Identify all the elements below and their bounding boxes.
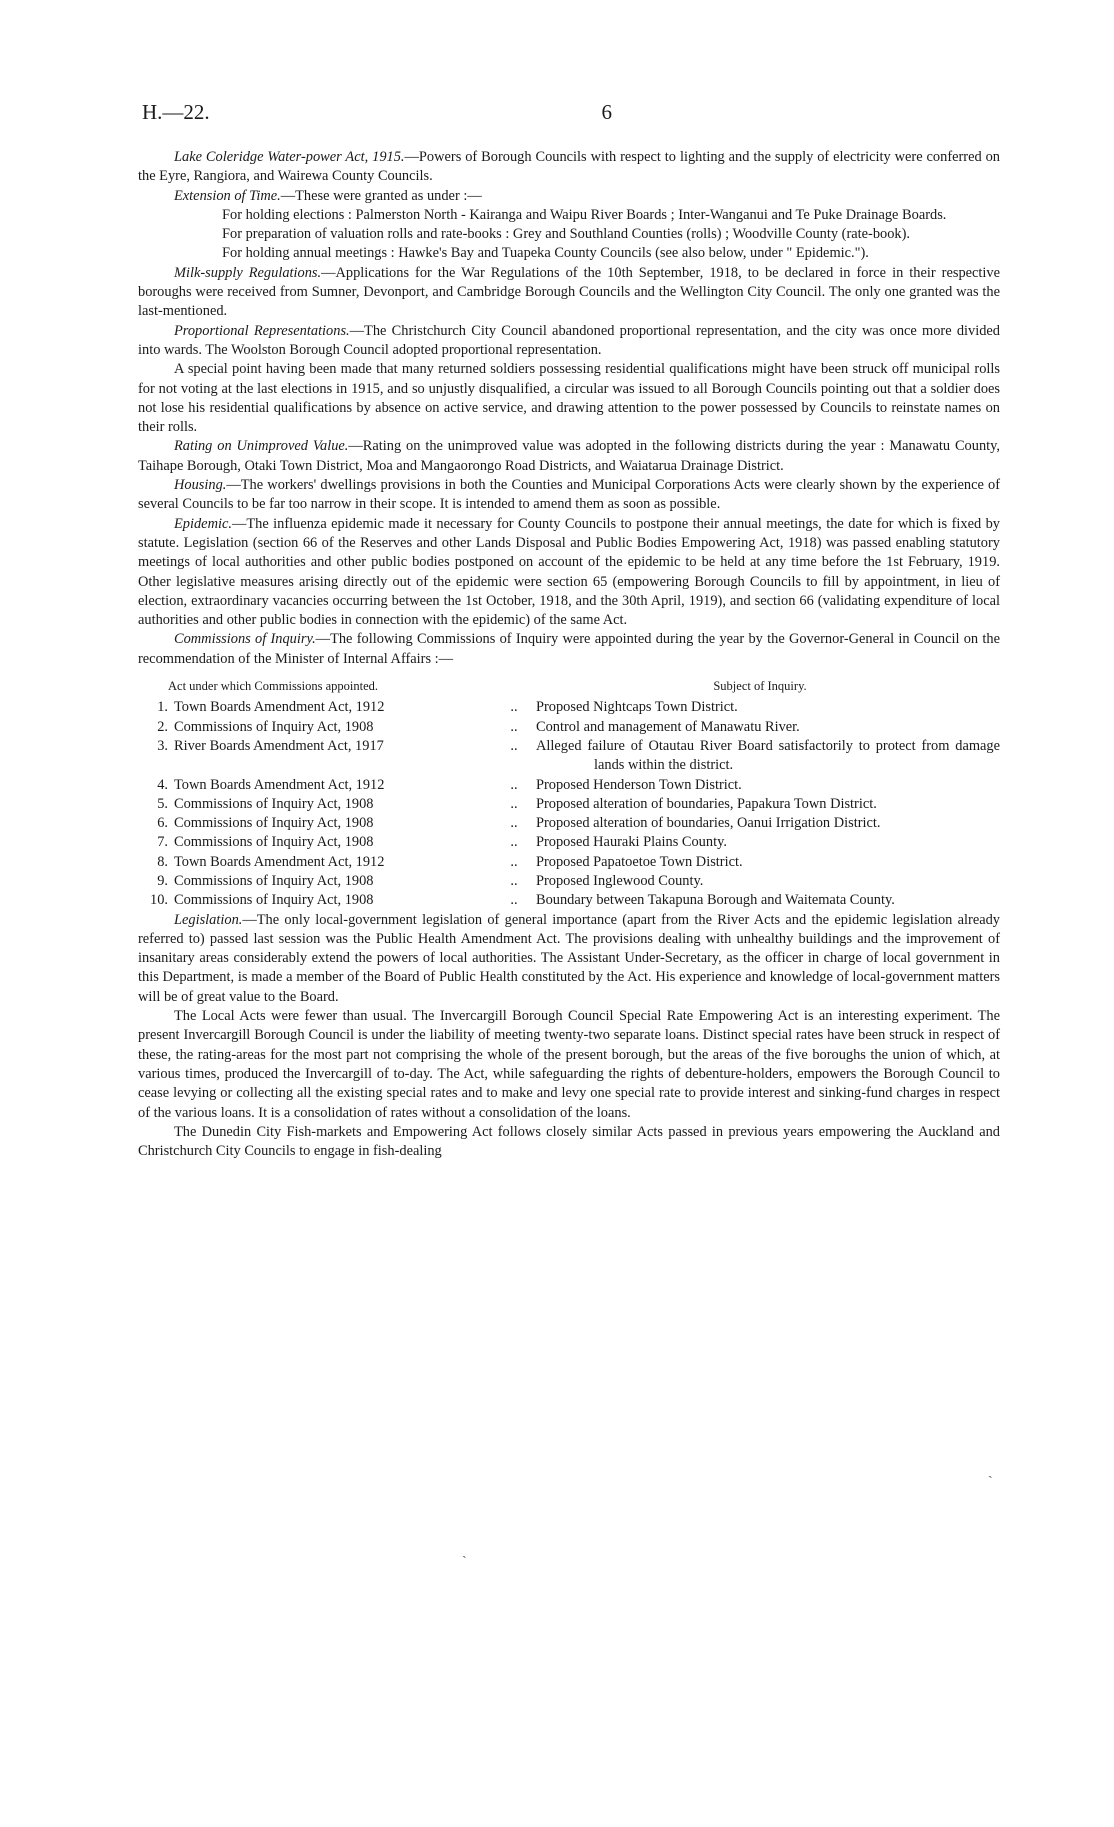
extension-item: For holding annual meetings : Hawke's Bay and Tuapeka County Councils (see also below, under " Epidemic.").: [222, 245, 869, 262]
leader-dots: ..: [510, 815, 518, 832]
document-reference: H.—22.: [142, 100, 210, 124]
leader-dots: ..: [510, 892, 518, 909]
paragraph-legislation: [138, 911, 1000, 1007]
leader-dots: ..: [510, 718, 518, 735]
inquiry-subject: Proposed Nightcaps Town District.: [536, 699, 738, 716]
paragraph-milk-supply: [138, 264, 1000, 322]
section-title: Housing.: [174, 477, 227, 494]
act-name: River Boards Amendment Act, 1917: [174, 737, 384, 754]
row-number: 10.: [150, 892, 168, 909]
table-body: [138, 698, 1000, 910]
act-name: Town Boards Amendment Act, 1912: [174, 699, 385, 716]
paragraph-dunedin: The Dunedin City Fish-markets and Empowering Act follows closely similar Acts passed in previous years empowering the Auckland and Christchurch City Councils to engage in fish-dealing: [138, 1123, 1000, 1160]
paragraph-rating: [138, 437, 1000, 476]
commissions-table: [138, 677, 1000, 911]
page-header: [142, 100, 612, 125]
table-row: [138, 718, 1000, 737]
inquiry-subject: Proposed alteration of boundaries, Papakura Town District.: [536, 795, 877, 812]
leader-dots: ..: [510, 776, 518, 793]
row-number: 1.: [157, 699, 168, 716]
leader-dots: ..: [510, 872, 518, 889]
row-number: 3.: [157, 737, 168, 754]
leader-dots: ..: [510, 699, 518, 716]
row-number: 2.: [157, 718, 168, 735]
inquiry-subject: Proposed alteration of boundaries, Oanui Irrigation District.: [536, 815, 881, 832]
section-title: Lake Coleridge Water-power Act, 1915.: [174, 149, 405, 165]
extension-item: For preparation of valuation rolls and rate-books : Grey and Southland Counties (rolls) ; Woodville County (rate-book).: [222, 226, 910, 243]
table-row: [138, 891, 1000, 910]
row-number: 6.: [157, 815, 168, 832]
paragraph-text: —Applications for the War Regulations of the 10th September, 1918, to be declared in force in their respective boroughs were received from Sumner, Devonport, and Cambridge Borough Councils and the Wellington City Council. The only one granted was the last-mentioned.: [138, 264, 1000, 320]
inquiry-subject: Alleged failure of Otautau River Board satisfactorily to protect from damage lands within the district.: [536, 737, 1000, 774]
paragraph-local-acts: The Local Acts were fewer than usual. The Invercargill Borough Council Special Rate Empowering Act is an interesting experiment. The present Invercargill Borough Council is under the liability of meeting twenty-two separate loans. Distinct special rates have been struck in respect of these, the rating-areas for the most part not comprising the whole of the present borough, but the areas of the five boroughs the union of which, at various times, produced the Invercargill of to-day. The Act, while safeguarding the rights of debenture-holders, empowers the Borough Council to cease levying or collecting all the existing special rates and to make and levy one special rate to provide interest and sinking-fund charges in respect of the various loans. It is a consolidation of rates without a consolidation of the loans.: [138, 1008, 1000, 1121]
extension-item: For holding elections : Palmerston North - Kairanga and Waipu River Boards ; Inter-Wanganui and Te Puke Drainage Boards.: [222, 206, 947, 223]
leader-dots: ..: [510, 737, 518, 754]
stray-mark: ˏ: [462, 1544, 467, 1559]
column-header-subject: Subject of Inquiry.: [713, 679, 807, 694]
inquiry-subject: Proposed Henderson Town District.: [536, 776, 742, 793]
section-title: Rating on Unimproved Value.: [174, 438, 349, 455]
body-text: [138, 148, 1000, 1161]
section-title: Commissions of Inquiry.: [174, 631, 316, 648]
paragraph-text: —The Christchurch City Council abandoned proportional representation, and the city was once more divided into wards. The Woolston Borough Council adopted proportional representation.: [138, 322, 1000, 358]
section-title: Proportional Representations.: [174, 322, 350, 339]
stray-mark: ˏ: [988, 1464, 993, 1479]
paragraph-extension-of-time: [138, 187, 1000, 206]
row-number: 9.: [157, 872, 168, 889]
paragraph-proportional-representations: [138, 322, 1000, 361]
paragraph-text: —The only local-government legislation of general importance (apart from the River Acts and the epidemic legislation already referred to) passed last session was the Public Health Amendment Act. The provisions dealing with unhealthy buildings and the improvement of insanitary areas considerably extend the powers of local authorities. The Assistant Under-Secretary, as the officer in charge of local government in this Department, is made a member of the Board of Public Health constituted by the Act. His experience and knowledge of local-government matters will be of great value to the Board.: [138, 911, 1000, 1005]
table-row: [138, 833, 1000, 852]
paragraph-commissions: [138, 630, 1000, 669]
table-row: [138, 872, 1000, 891]
paragraph-epidemic: [138, 515, 1000, 631]
paragraph-text: —The influenza epidemic made it necessary for County Councils to postpone their annual meetings, the date for which is fixed by statute. Legislation (section 66 of the Reserves and other Lands Disposal and Public Bodies Empowering Act, 1918) was passed enabling statutory meetings of local authorities and other public bodies postponed on account of the epidemic to be held at any time before the 1st February, 1919. Other legislative measures arising directly out of the epidemic were section 65 (empowering Borough Councils to fill by appointment, in lieu of election, extraordinary vacancies occurring between the 1st October, 1918, and the 30th April, 1919), and section 66 (validating expenditure of local authorities and other public bodies in connection with the epidemic) of the same Act.: [138, 515, 1000, 629]
table-row: [138, 853, 1000, 872]
leader-dots: ..: [510, 853, 518, 870]
row-number: 7.: [157, 834, 168, 851]
act-name: Commissions of Inquiry Act, 1908: [174, 815, 374, 832]
table-header: [138, 677, 1000, 696]
row-number: 4.: [157, 776, 168, 793]
paragraph-text: —The following Commissions of Inquiry were appointed during the year by the Governor-General in Council on the recommendation of the Minister of Internal Affairs :—: [138, 631, 1000, 667]
inquiry-subject: Control and management of Manawatu River.: [536, 718, 800, 735]
section-title: Milk-supply Regulations.: [174, 264, 322, 281]
paragraph-lake-coleridge: [138, 148, 1000, 187]
row-number: 5.: [157, 795, 168, 812]
table-row: [138, 776, 1000, 795]
act-name: Town Boards Amendment Act, 1912: [174, 853, 385, 870]
page-number: 6: [601, 100, 612, 124]
inquiry-subject: Proposed Papatoetoe Town District.: [536, 853, 743, 870]
table-row: [138, 814, 1000, 833]
table-row: [138, 737, 1000, 776]
act-name: Commissions of Inquiry Act, 1908: [174, 718, 374, 735]
table-row: [138, 698, 1000, 717]
inquiry-subject: Boundary between Takapuna Borough and Waitemata County.: [536, 892, 895, 909]
row-number: 8.: [157, 853, 168, 870]
paragraph-housing: [138, 476, 1000, 515]
inquiry-subject: Proposed Hauraki Plains County.: [536, 834, 727, 851]
section-title: Epidemic.: [174, 515, 232, 532]
paragraph-text: —Rating on the unimproved value was adopted in the following districts during the year : Manawatu County, Taihape Borough, Otaki Town District, Moa and Mangaorongo Road Districts, and Waiatarua Drainage District.: [138, 438, 1000, 474]
act-name: Town Boards Amendment Act, 1912: [174, 776, 385, 793]
paragraph-text: —Powers of Borough Councils with respect to lighting and the supply of electricity were conferred on the Eyre, Rangiora, and Wairewa County Councils.: [138, 149, 1001, 185]
paragraph-text: —The workers' dwellings provisions in both the Counties and Municipal Corporations Acts were clearly shown by the experience of several Councils to be far too narrow in their scope. It is intended to amend them as soon as possible.: [138, 477, 1000, 513]
section-title: Extension of Time.: [174, 187, 281, 204]
act-name: Commissions of Inquiry Act, 1908: [174, 892, 374, 909]
leader-dots: ..: [510, 834, 518, 851]
act-name: Commissions of Inquiry Act, 1908: [174, 834, 374, 851]
table-row: [138, 795, 1000, 814]
act-name: Commissions of Inquiry Act, 1908: [174, 795, 374, 812]
leader-dots: ..: [510, 795, 518, 812]
act-name: Commissions of Inquiry Act, 1908: [174, 872, 374, 889]
paragraph-text: —These were granted as under :—: [280, 187, 482, 204]
column-header-act: Act under which Commissions appointed.: [168, 679, 379, 694]
section-title: Legislation.: [174, 911, 243, 928]
inquiry-subject: Proposed Inglewood County.: [536, 872, 704, 889]
paragraph-returned-soldiers: A special point having been made that many returned soldiers possessing residential qualifications might have been struck off municipal rolls for not voting at the last elections in 1915, and so unjustly disqualified, a circular was issued to all Borough Councils pointing out that a soldier does not lose his residential qualifications by absence on active service, and drawing attention to the power possessed by Councils to reinstate names on their rolls.: [138, 361, 1000, 436]
